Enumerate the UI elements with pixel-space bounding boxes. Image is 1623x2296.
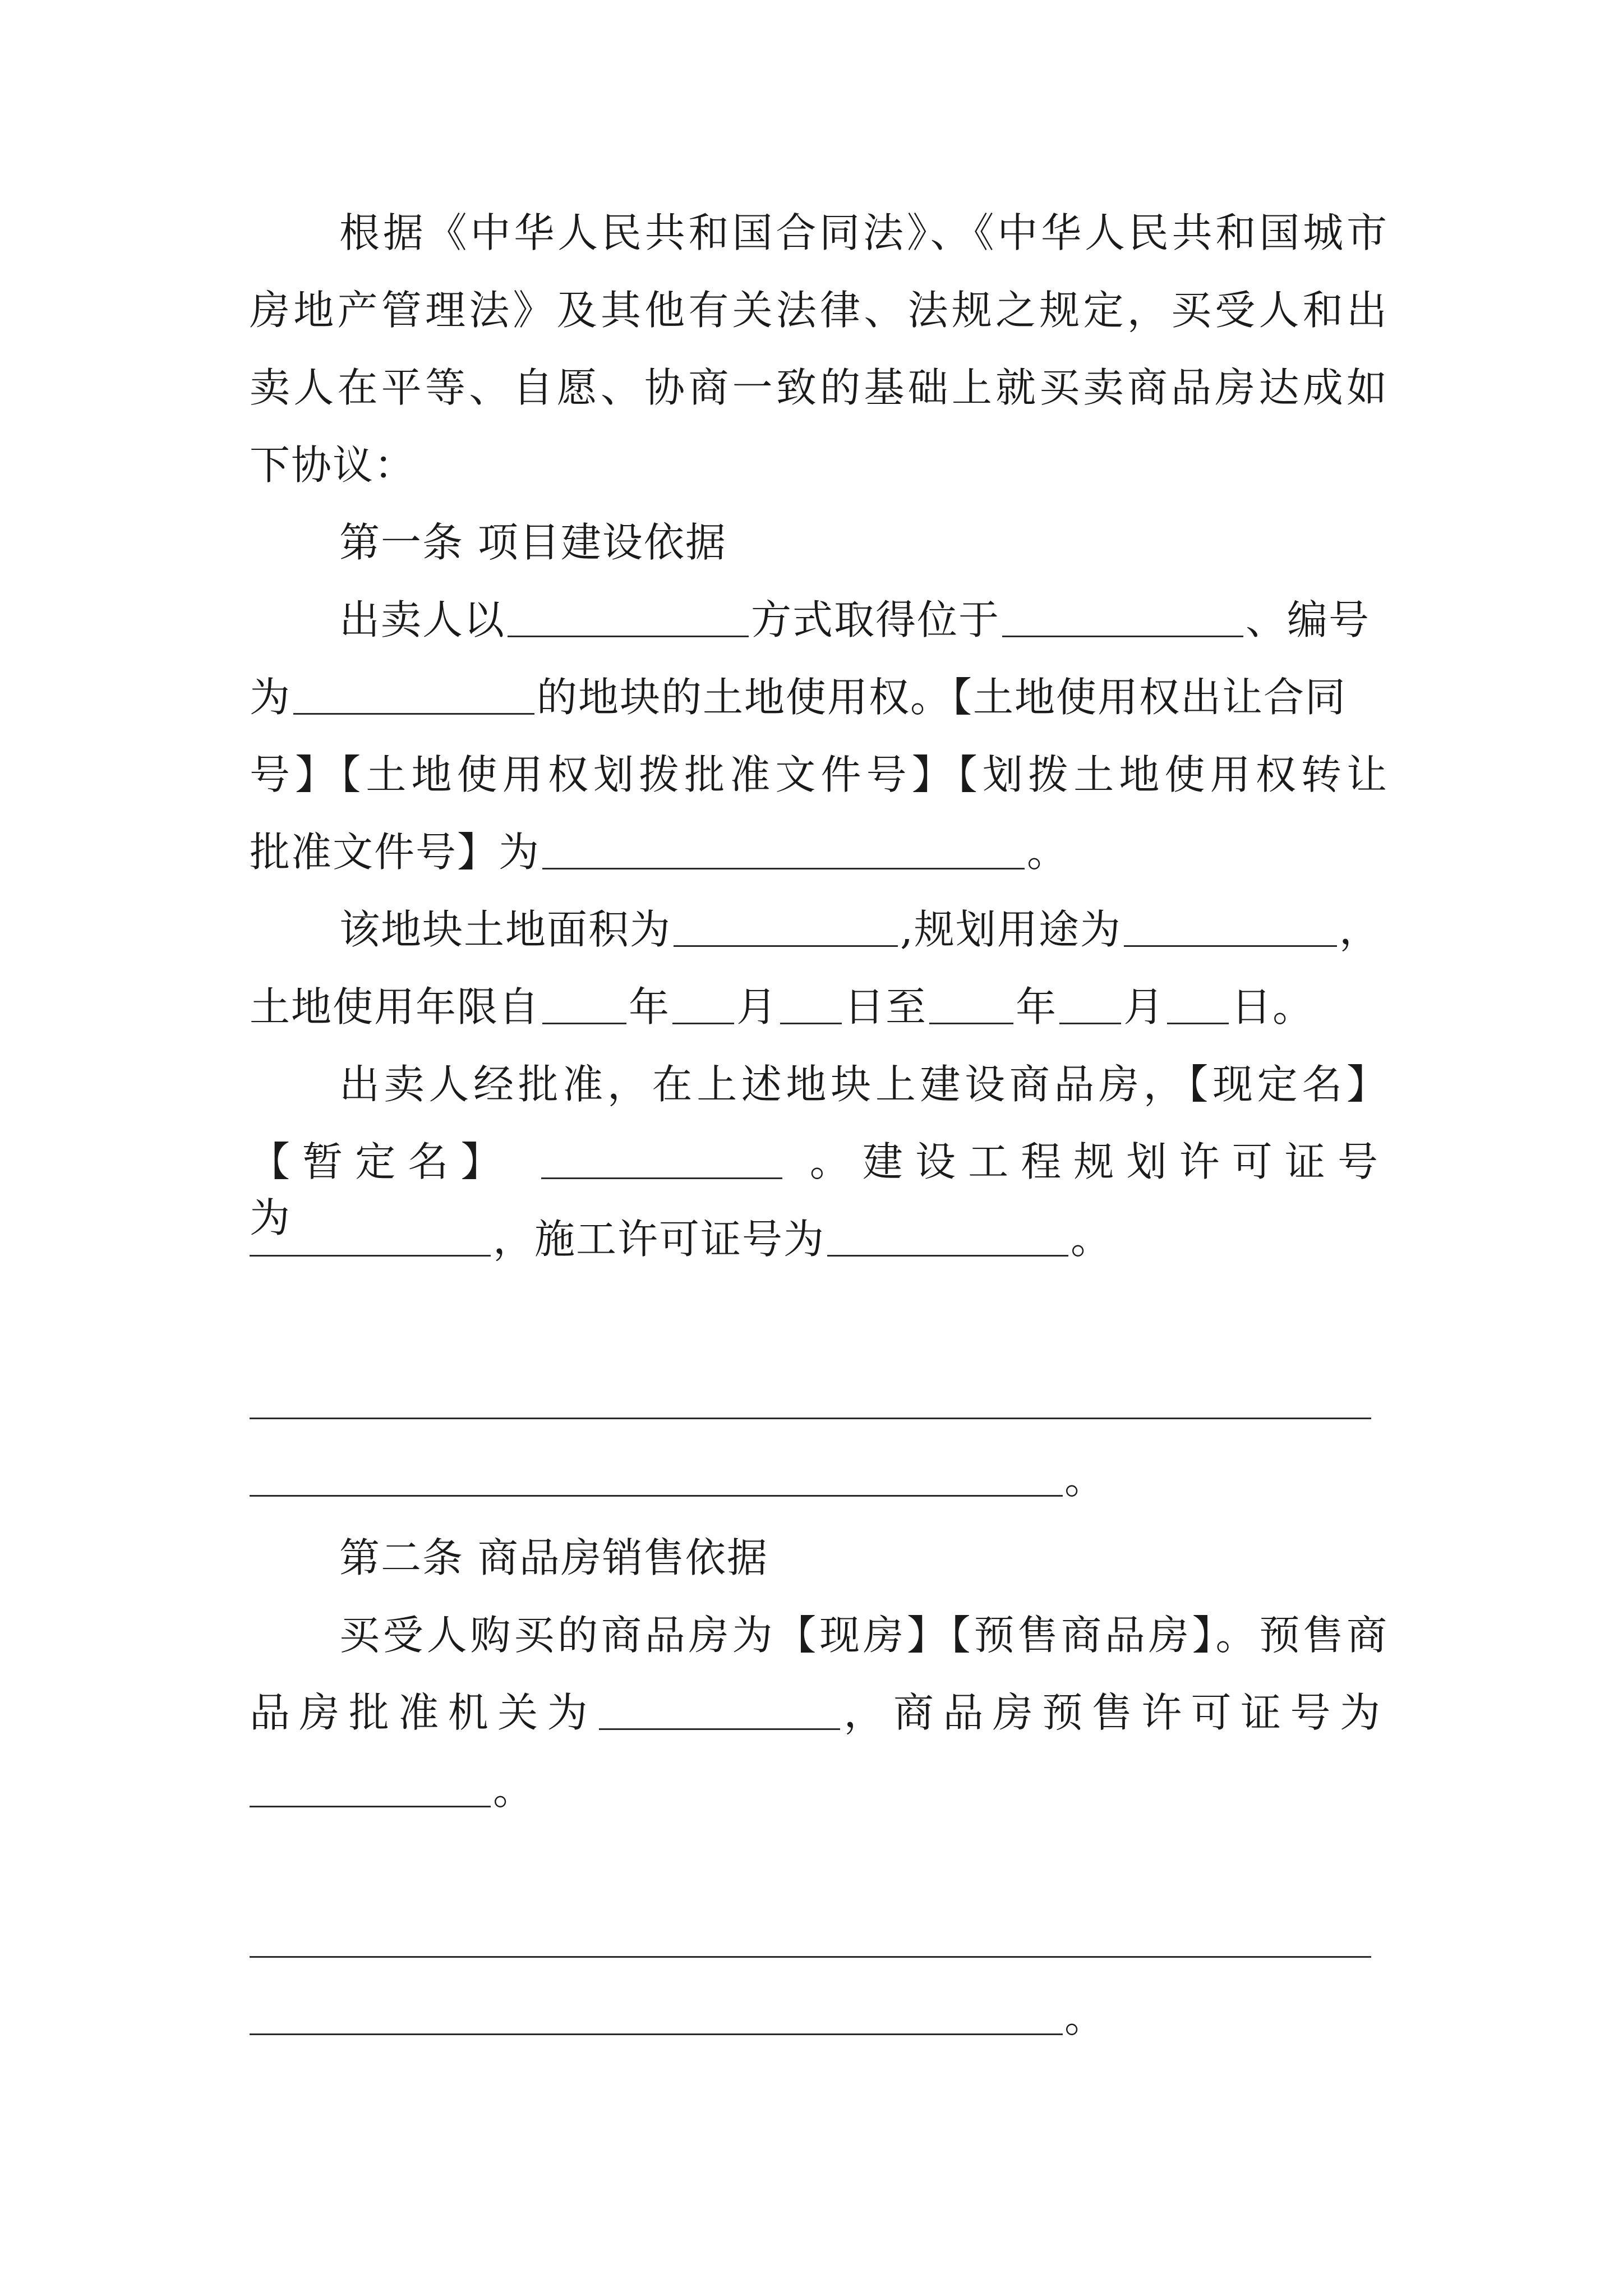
blank-project-name[interactable]: [541, 1137, 782, 1179]
blank-line-supplement-2[interactable]: [250, 1495, 1063, 1497]
text: 该地块土地面积为: [339, 906, 672, 953]
text: 。: [1071, 1216, 1113, 1263]
blank-contract-number[interactable]: [542, 827, 1025, 869]
blank-line-supplement-4[interactable]: [250, 2033, 1063, 2035]
text: 批准文件号】为: [250, 829, 541, 876]
blank-start-month[interactable]: [672, 982, 734, 1024]
article1-line-2: [250, 669, 1388, 725]
text: 年: [1016, 983, 1058, 1030]
article2-line-3: [250, 1762, 1388, 1818]
text: 。: [493, 1766, 535, 1814]
blank-acquire-method[interactable]: [508, 595, 749, 637]
text: 日。: [1231, 983, 1315, 1030]
blank-construction-permit[interactable]: [827, 1214, 1068, 1257]
intro-line-1: 根据《中华人民共和国合同法》、《中华人民共和国城市: [339, 209, 1388, 256]
article1-line-7: 出卖人经批准，在上述地块上建设商品房，【现定名】: [339, 1061, 1388, 1108]
period-mark: 。: [1064, 1456, 1105, 1503]
text: 年: [629, 983, 671, 1030]
article1-line-4: [250, 824, 1388, 880]
intro-line-3: 卖人在平等、自愿、协商一致的基础上就买卖商品房达成如: [250, 364, 1388, 411]
article2-line-1: 买受人购买的商品房为【现房】【预售商品房】。预售商: [339, 1612, 1388, 1659]
text: 土地使用年限自: [250, 983, 541, 1030]
blank-presale-permit[interactable]: [250, 1765, 491, 1807]
text: 【暂定名】: [250, 1138, 514, 1185]
article1-line-5: [339, 901, 1388, 958]
blank-location[interactable]: [1002, 595, 1243, 637]
blank-end-year[interactable]: [929, 982, 1013, 1024]
text: 日至: [844, 983, 928, 1030]
blank-line-supplement-1[interactable]: [250, 1418, 1371, 1419]
text: 的地块的土地使用权。【土地使用权出让合同: [537, 674, 1347, 721]
article1-line-3: 号】【土地使用权划拨批准文件号】【划拨土地使用权转让: [250, 751, 1388, 798]
text: 。建设工程规划许可证号为: [250, 1138, 1388, 1241]
article1-line-6: [250, 979, 1388, 1035]
text: ，商品房预售许可证号为: [842, 1689, 1388, 1736]
article1-heading: 第一条 项目建设依据: [339, 519, 727, 566]
blank-start-year[interactable]: [542, 982, 626, 1024]
text: 月: [736, 983, 778, 1030]
text: 出卖人以: [339, 596, 506, 643]
blank-planning-permit[interactable]: [250, 1214, 491, 1257]
blank-end-day[interactable]: [1167, 982, 1229, 1024]
intro-line-4: 下协议：: [250, 441, 416, 489]
text: ,规划用途为: [900, 906, 1122, 953]
article1-line-1: [339, 592, 1388, 648]
blank-land-area[interactable]: [674, 905, 898, 947]
text: 。: [1027, 829, 1069, 876]
period-mark: 。: [1064, 1994, 1105, 2041]
blank-end-month[interactable]: [1059, 982, 1121, 1024]
article2-heading: 第二条 商品房销售依据: [339, 1534, 768, 1581]
article2-line-2: [250, 1685, 1388, 1741]
blank-approval-authority[interactable]: [599, 1688, 840, 1730]
text: 月: [1123, 983, 1165, 1030]
blank-start-day[interactable]: [780, 982, 842, 1024]
blank-land-use[interactable]: [1124, 905, 1337, 947]
text: 品房批准机关为: [250, 1689, 597, 1736]
blank-line-supplement-3[interactable]: [250, 1956, 1371, 1958]
intro-line-2: 房地产管理法》及其他有关法律、法规之规定，买受人和出: [250, 287, 1388, 334]
text: 、编号: [1246, 596, 1371, 643]
text: ，: [1339, 906, 1381, 953]
text: ，施工许可证号为: [493, 1216, 826, 1263]
blank-land-number[interactable]: [293, 673, 534, 715]
text: 方式取得位于: [751, 596, 1000, 643]
article1-line-9: [250, 1211, 1388, 1267]
text: 为: [250, 674, 292, 721]
